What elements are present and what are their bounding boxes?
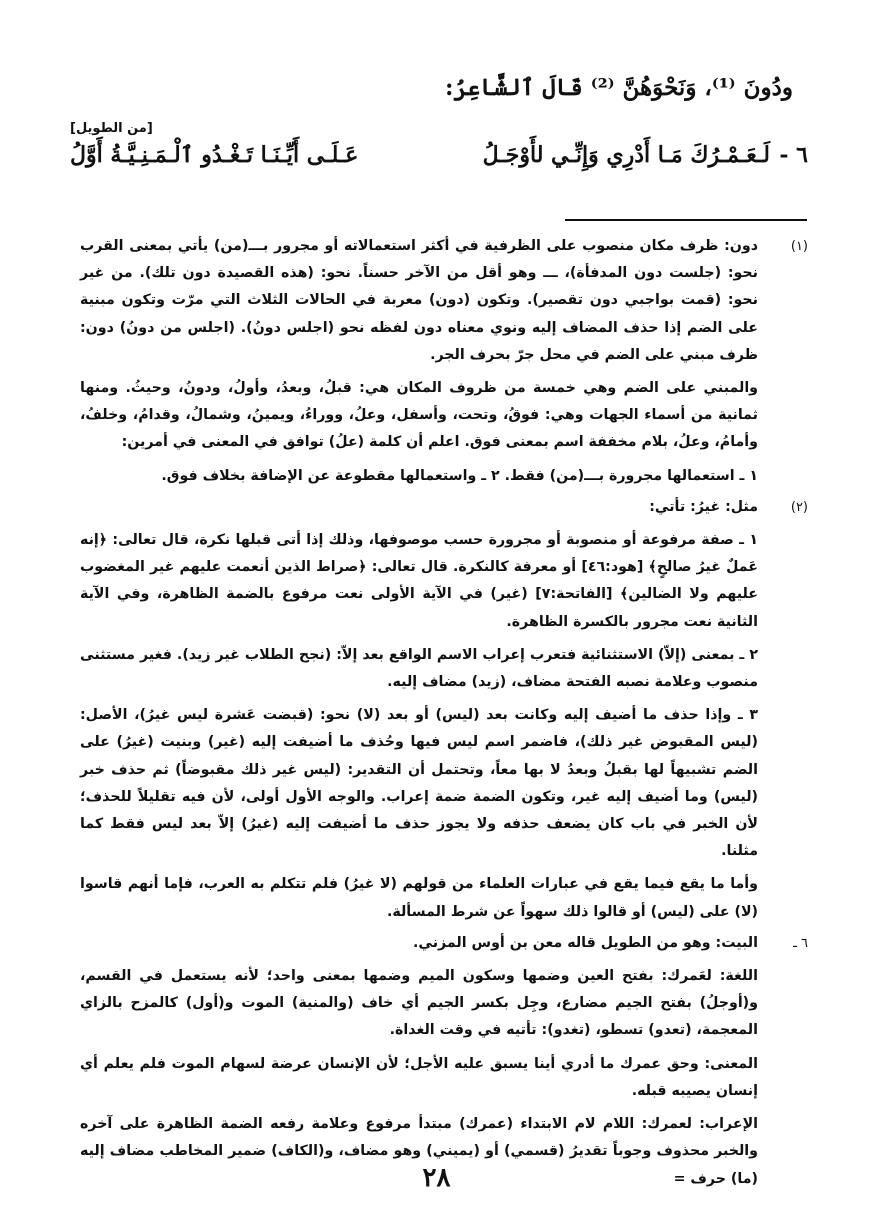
footnote-1 bbox=[80, 233, 808, 490]
footnote-paragraph: دون: ظرف مكان منصوب على الظرفية في أكثر استعمالاته أو مجرور بـــ(من) يأتي بمعنى القرب نحو: (جلست دون المدفأة)، ـــ وهو أقل من الآخر حسناً. نحو: (هذه القصيدة دون تلك). من غير نحو: (قمت بواجبي دون تقصير). وتكون (دون) معربة في الحالات الثلاث التي مرّت وتكون مبنية على الضم إذا حذف المضاف إليه ونوي معناه دون لفظه نحو (اجلس دونُ). (اجلس من دونُ) دون: ظرف مبني على الضم في محل جرّ بحرف الجر. bbox=[80, 238, 758, 363]
footnote-marker: (١) bbox=[790, 239, 808, 254]
footnote-paragraph: والمبني على الضم وهي خمسة من ظروف المكان هي: قبلُ، وبعدُ، وأولُ، ودونُ، وحيثُ. ومنها ثمانية من أسماء الجهات وهي: فوقُ، وتحت، وأسفل، وعلُ، ووراءُ، ويمينُ، وشمالُ، وقدامُ، وخلفُ، وأمامُ، وعلُ، بلام مخففة اسم بمعنى فوق. اعلم أن كلمة (علُ) توافق في المعنى في أمرين: bbox=[80, 380, 758, 451]
footnote-verse-commentary bbox=[80, 930, 808, 1193]
meter-label: [من الطويل] bbox=[70, 121, 153, 136]
footnote-paragraph: ١ ـ صفة مرفوعة أو منصوبة أو مجرورة حسب موصوفها، وذلك إذا أتى قبلها نكرة، قال تعالى: ﴿إنه عَملٌ غيرُ صالحٍ﴾ [هود:٤٦] أو معرفة كالنكرة. قال تعالى: ﴿صراط الذين أنعمت عليهم غير المغضوب عليهم ولا الضالين﴾ [الفاتحة:٧] (غير) في الآية الأولى نعت مرفوع بالضمة الظاهرة، وفي الآية الثانية نعت مجرور بالكسرة الظاهرة. bbox=[80, 532, 758, 630]
footnote-paragraph: ٣ ـ وإذا حذف ما أضيف إليه وكانت بعد (ليس) أو بعد (لا) نحو: (قبضت عَشرة ليس غيرُ)، الأصل: (ليس المقبوض غير ذلك)، فاضمر اسم ليس فيها وحُذف ما أضيفت إليه (غير) وبنيت (غيرُ) على الضم تشبيهاً لها بقبلُ وبعدُ لا بها معاً، وتحتمل أن التقدير: (ليس غير ذلك مقبوضاً) ثم حذف خبر (ليس) وما أضيف إليه غير، وتكون الضمة ضمة إعراب. والوجه الأول أولى، لأن فيه تقليلاً للحذف؛ لأن الخبر في باب كان يضعف حذفه ولا يجوز حذف ما أضيفت إليه (غيرُ) إلاّ بعد ليس فقط كما مثلنا. bbox=[80, 707, 758, 860]
footnote-paragraph: ١ ـ استعمالها مجرورة بـــ(من) فقط. ٢ ـ واستعمالها مقطوعة عن الإضافة بخلاف فوق. bbox=[161, 467, 758, 484]
footnote-paragraph: البيت: وهو من الطويل قاله معن بن أوس المزني. bbox=[412, 934, 758, 951]
footnote-paragraph: اللغة: لعَمرك: بفتح العين وضمها وسكون الميم وضمها بمعنى واحد؛ لأنه يستعمل في القسم، و(أوجلُ) بفتح الجيم مضارع، وجِل بكسر الجيم أي خاف (والمنية) الموت و(أول) كالمزح بالزاي المعجمة، (تعدو) تسطو، (تغدو): تأتيه في وقت الغداة. bbox=[80, 968, 758, 1039]
footnote-paragraph: وأما ما يقع فيما يقع في عبارات العلماء من قولهم (لا غيرُ) فلم تتكلم به العرب، فإما أنهم قاسوا (لا) على (ليس) أو قالوا ذلك سهواً عن شرط المسألة. bbox=[80, 876, 758, 920]
footnote-paragraph: مثل: غيرُ: تأتي: bbox=[649, 498, 758, 515]
intro-line: ودُونَ ⁽¹⁾، وَنَحْوَهُنَّ ⁽²⁾ قَالَ ٱلشَّاعِرُ: bbox=[444, 74, 793, 101]
footnote-marker: (٢) bbox=[790, 499, 808, 515]
footnote-paragraph: الإعراب: لعمرك: اللام لام الابتداء (عمرك) مبتدأ مرفوع وعلامة رفعه الضمة الظاهرة على آخره والخبر محذوف وجوباً تقديرُ (قسمي) أو (يميني) وهو مضاف، و(الكاف) ضمير المخاطب مضاف إليه (ما) حرف = bbox=[80, 1116, 758, 1187]
footnote-marker: ٦ ـ bbox=[793, 935, 808, 951]
poem-verse bbox=[70, 140, 808, 180]
verse-second-hemistich: عَـلَـى أَيِّـنَـا تَـغْـدُو ٱلْـمَـنِـيَّـةُ أَوَّلُ bbox=[70, 142, 359, 168]
footnote-separator bbox=[565, 219, 807, 221]
footnote-paragraph: ٢ ـ بمعنى (إلاّ) الاستثنائية فتعرب إعراب الاسم الواقع بعد إلاّ: (نجح الطلاب غير زيد). فغير مستثنى منصوب وعلامة نصبه الفتحة مضاف، (زيد) مضاف إليه. bbox=[80, 646, 758, 691]
footnotes bbox=[80, 233, 808, 1197]
verse-number: ٦ - bbox=[779, 142, 808, 168]
footnote-paragraph: المعنى: وحق عمرك ما أدري أينا يسبق عليه الأجل؛ لأن الإنسان عرضة لسهام الموت فلم يعلم أي إنسان يصيبه قبله. bbox=[80, 1055, 758, 1099]
page-number: ٢٨ bbox=[422, 1163, 451, 1193]
verse-first-hemistich: لَـعَـمْـرُكَ مَـا أَدْرِي وَإِنِّـي لأَوْجَـلُ bbox=[482, 142, 770, 168]
footnote-2 bbox=[80, 494, 808, 926]
